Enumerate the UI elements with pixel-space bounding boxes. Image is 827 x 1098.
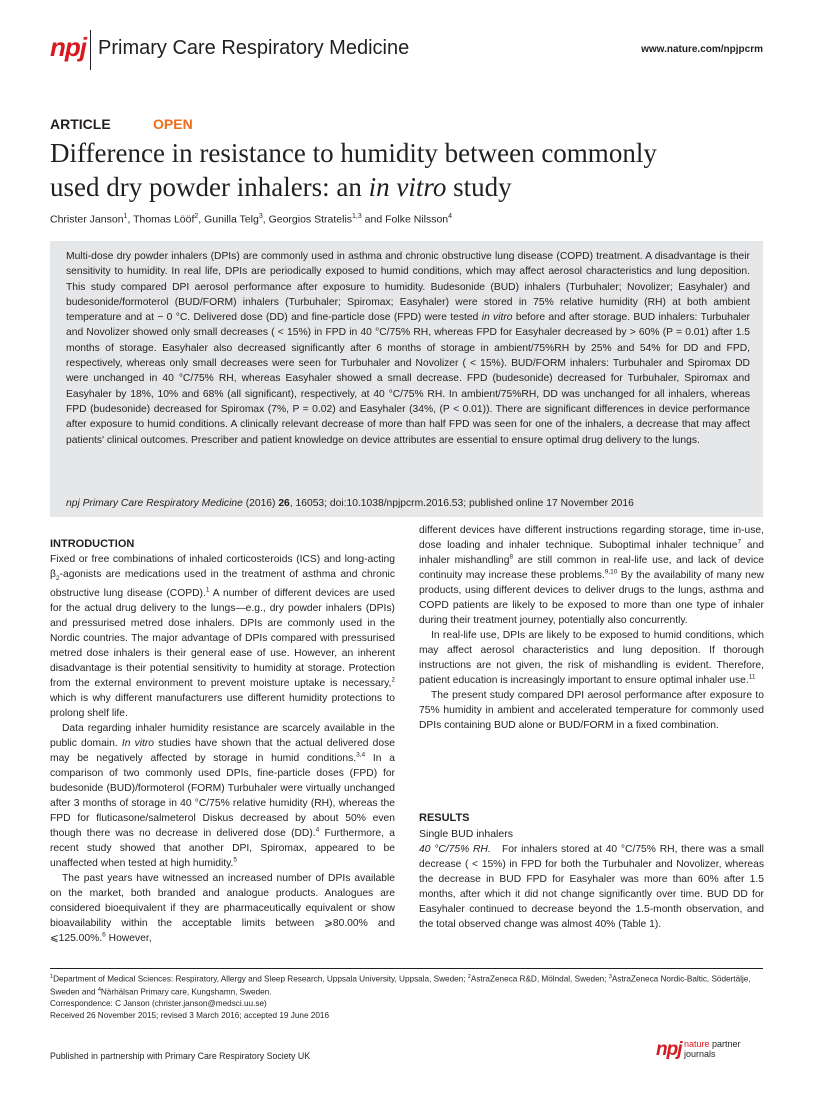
intro-heading: INTRODUCTION bbox=[50, 538, 135, 550]
partnership-note: Published in partnership with Primary Care Respiratory Society UK bbox=[50, 1051, 311, 1061]
author-name: Georgios Stratelis bbox=[268, 213, 353, 226]
results-paragraph-1: 40 °C/75% RH. For inhalers stored at 40 °C/75% RH, there was a small decrease ( < 15%) in FPD for both the Turbuhaler and Novolizer, whereas the decrease in BUD FPD for Easyhaler was more than 60% after 1.5 months, after which it did not change significantly over time. BUD DD for Easyhaler continued to decrease beyond the 1.5-month observation, and the total observed change was almost 40% (Table 1). bbox=[419, 844, 764, 930]
author-affiliation: 4 bbox=[448, 213, 453, 220]
footnotes bbox=[50, 972, 763, 1021]
author-name: Thomas Lööf bbox=[133, 213, 195, 226]
citation-line: npj Primary Care Respiratory Medicine (2016) 26, 16053; doi:10.1038/npjpcrm.2016.53; published online 17 November 2016 bbox=[66, 498, 634, 509]
journal-url[interactable]: www.nature.com/npjpcrm bbox=[641, 44, 763, 55]
header-separator bbox=[90, 30, 91, 70]
author-affiliation: 3 bbox=[258, 213, 263, 220]
intro-paragraph-5: In real-life use, DPIs are likely to be exposed to humid conditions, which may affect aerosol characteristics and lung deposition. If thorough instructions are not given, the risk of mishandling is evident. Therefore, patient education is increasingly important to ensure optimal inhaler use.$^{11}$ bbox=[419, 630, 764, 686]
footnote-rule bbox=[50, 968, 763, 969]
intro-paragraph-6: The present study compared DPI aerosol performance after exposure to 75% humidity in ambient and accelerated temperature for commonly used DPIs containing BUD alone or BUD/FORM in a fixed combination. bbox=[419, 690, 764, 731]
article-type-label: ARTICLE bbox=[50, 116, 111, 132]
correspondence: Correspondence: C Janson (christer.janson@medsci.uu.se) bbox=[50, 999, 267, 1009]
author-name: Folke Nilsson bbox=[385, 213, 449, 226]
footer-npj-logo: npj bbox=[656, 1039, 682, 1060]
nature-partner-journals-logo: nature partner journals bbox=[684, 1039, 741, 1059]
title-line-1: Difference in resistance to humidity between commonly bbox=[50, 138, 657, 168]
author-affiliation: 1,3 bbox=[352, 213, 362, 220]
article-title bbox=[50, 136, 763, 204]
intro-paragraph-2: Data regarding inhaler humidity resistance are scarcely available in the public domain. In vitro studies have shown that the actual delivered dose may be negatively affected by storage in humid conditions.$^{3,4}$ In a comparison of two commonly used DPIs, fine-particle doses (FPD) for budesonide (BUD)/formoterol (FORM) Turbuhaler were virtually unchanged after 3 months of storage in 40 °C/75% relative humidity (RH), whereas the FPD for fluticasone/salmeterol Diskus decreased by about 50% even though there was no decrease in delivered dose (DD).$^4$ Furthermore, a recent study showed that another DPI, Spiromax, appeared to be unaffected when tested at high humidity.$^5$ bbox=[50, 723, 395, 870]
author-affiliation: 2 bbox=[194, 213, 199, 220]
title-line-2: used dry powder inhalers: an in vitro study bbox=[50, 172, 512, 202]
author-name: Christer Janson bbox=[50, 213, 124, 226]
abstract-text: Multi-dose dry powder inhalers (DPIs) are commonly used in asthma and chronic obstructive lung disease (COPD) treatment. A disadvantage is their sensitivity to humidity. In real life, DPIs are periodically exposed to humid conditions, which may affect aerosol characteristics and lung deposition. This study compared DPI aerosol performance after exposure to humidity. Budesonide (BUD) inhalers (Turbuhaler; Novolizer; Easyhaler) and budesonide/formoterol (BUD/FORM) inhalers (Turbuhaler; Spiromax; Easyhaler) were stored in 75% relative humidity (RH) at both ambient temperature and at − 0 °C. Delivered dose (DD) and fine-particle dose (FPD) were tested in vitro before and after storage. BUD inhalers: Turbuhaler and Novolizer showed only small decreases ( < 15%) in FPD in 40 °C/75% RH, whereas FPD for Easyhaler decreased by > 60% (P = 0.01) after 1.5 months of storage. Easyhaler also decreased significantly after 6 months of storage in ambient/75%RH by 25% and 54% for DD and FPD, respectively, whereas only small decreases were seen for Turbuhaler and Novolizer ( < 15%). BUD/FORM inhalers: Turbuhaler and Spiromax DD were unchanged in 40 °C/75% RH, whereas Easyhaler showed a small decrease. FPD (budesonide) decreased for Turbuhaler, Spiromax and Easyhaler by 18%, 10% and 68% (all significant), respectively, at 40 °C/75% RH. In ambient/75%RH, DD was unchanged for all inhalers, whereas FPD (budesonide) decreased for Spiromax (7%, P = 0.02) and Easyhaler (34%, (P < 0.01)). There are significant differences in device performance after exposure to humid conditions. A clinically relevant decrease of more than half FPD was seen for one of the inhalers, a decrease that may affect patients' clinical outcomes. Prescriber and patient knowledge on device attributes are essential to ensure optimal drug delivery to the lungs. bbox=[66, 251, 750, 446]
author-name: Gunilla Telg bbox=[204, 213, 259, 226]
author-list: Christer Janson$^1$, Thomas Lööf$^2$, Gunilla Telg$^3$, Georgios Stratelis$^{1,3}$ and Folke Nilsson$^4$ bbox=[50, 213, 453, 226]
results-column bbox=[419, 842, 764, 932]
author-affiliation: 1 bbox=[123, 213, 128, 220]
received-dates: Received 26 November 2015; revised 3 March 2016; accepted 19 June 2016 bbox=[50, 1010, 330, 1020]
intro-paragraph-3: The past years have witnessed an increased number of DPIs available on the market, both branded and analogue products. Analogues are considered bioequivalent if they are pharmaceutically equivalent or show bioavailability within the acceptable limits between ⩾80.00% and ⩽125.00%.$^6$ However, bbox=[50, 873, 395, 945]
intro-paragraph-4: different devices have different instructions regarding storage, time in-use, dose loading and inhaler technique. Suboptimal inhaler technique$^7$ and inhaler mishandling$^8$ are still common in real-life use, and lack of device continuity may increase these problems.$^{9,10}$ By the availability of many new products, using different devices to deliver drugs to the lungs, asthma and COPD patients are likely to be exposed to more than one type of inhaler during their treatment journey, potentially also concurrently. bbox=[419, 525, 764, 626]
journal-logo: npj bbox=[50, 32, 86, 62]
open-access-label: OPEN bbox=[153, 116, 193, 132]
intro-column-continued bbox=[419, 523, 764, 733]
affiliations: $^1$Department of Medical Sciences: Respiratory, Allergy and Sleep Research, Uppsala University, Uppsala, Sweden; $^2$AstraZeneca R&D, Mölndal, Sweden; $^3$AstraZeneca Nordic-Baltic, Södertälje, Sweden and $^4$Närhälsan Primary care, Kungshamn, Sweden. bbox=[50, 974, 751, 997]
results-heading: RESULTS bbox=[419, 812, 470, 824]
intro-paragraph-1: Fixed or free combinations of inhaled corticosteroids (ICS) and long-acting $\beta_2$-agonists are medications used in the treatment of asthma and chronic obstructive lung disease (COPD).$^1$ A number of different devices are used for the actual drug delivery to the lungs—e.g., dry powder inhalers (DPIs) and pressurised metred dose inhalers. DPIs are commonly used in the Nordic countries. The major advantage of DPIs compared with pressurised metred dose inhalers is their general ease of use. However, an inherent disadvantage is their potential sensitivity to humidity at storage. Protection from the external environment to prevent moisture uptake is necessary,$^2$ which is why different manufacturers use different humidity protections to prolong shelf life. bbox=[50, 554, 395, 720]
journal-name: Primary Care Respiratory Medicine bbox=[98, 37, 410, 59]
results-subheading: Single BUD inhalers bbox=[419, 828, 513, 840]
intro-column bbox=[50, 552, 395, 946]
